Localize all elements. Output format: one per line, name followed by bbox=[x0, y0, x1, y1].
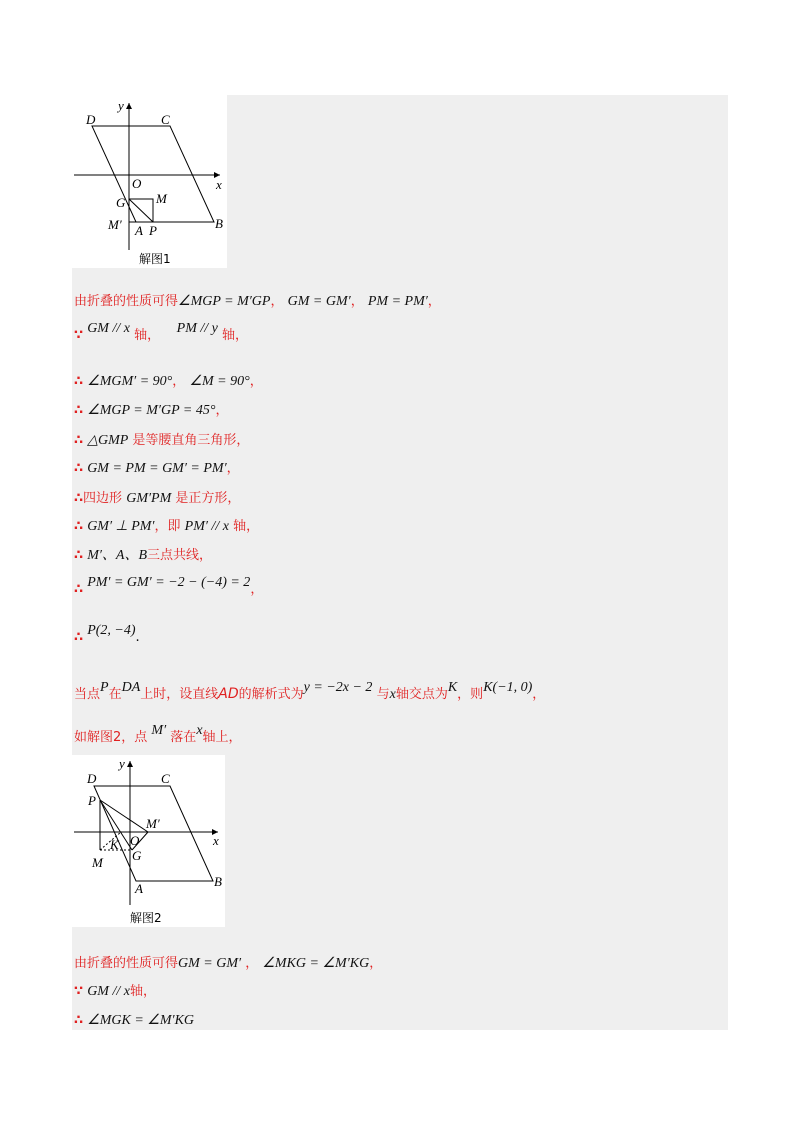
math: x bbox=[196, 723, 203, 738]
therefore-symbol: ∴ bbox=[74, 491, 84, 506]
therefore-symbol: ∴ bbox=[74, 403, 84, 418]
text: 轴， bbox=[129, 984, 156, 999]
label-a: A bbox=[135, 881, 143, 896]
line-11 bbox=[74, 623, 140, 648]
text: ， bbox=[226, 461, 240, 476]
therefore-symbol: ∴ bbox=[74, 548, 84, 563]
line-1 bbox=[74, 292, 441, 312]
label-m-prime: M′ bbox=[146, 816, 160, 831]
line-13 bbox=[74, 723, 242, 748]
math: ∠MKG = ∠M′KG bbox=[262, 956, 370, 971]
line-7 bbox=[74, 489, 240, 509]
label-m-prime: M′ bbox=[108, 217, 122, 232]
text: ， bbox=[215, 403, 229, 418]
text: 当点 bbox=[74, 687, 101, 702]
math: K(−1, 0) bbox=[483, 680, 533, 695]
text: ，则 bbox=[457, 687, 484, 702]
text: ， bbox=[172, 374, 186, 389]
therefore-symbol: ∴ bbox=[74, 374, 84, 389]
math: GM′ ⊥ PM′ bbox=[87, 519, 155, 534]
label-d: D bbox=[86, 112, 96, 127]
math: PM // y bbox=[176, 321, 218, 336]
math: △GMP bbox=[87, 433, 129, 448]
therefore-symbol: ∴ bbox=[74, 461, 84, 476]
text: . bbox=[135, 630, 140, 645]
figure-1-caption: 解图1 bbox=[139, 252, 171, 266]
text: ， bbox=[369, 956, 383, 971]
figure-1-diagram bbox=[72, 95, 227, 268]
figure-2-caption: 解图2 bbox=[130, 911, 162, 925]
math: x bbox=[389, 687, 396, 702]
therefore-symbol: ∴ bbox=[74, 630, 84, 645]
therefore-symbol: ∴ bbox=[74, 582, 84, 597]
math: PM = PM′ bbox=[367, 294, 428, 309]
math: GM = GM′ bbox=[178, 956, 242, 971]
because-symbol: ∵ bbox=[74, 328, 84, 343]
line-5 bbox=[74, 431, 249, 451]
label-x: x bbox=[213, 833, 219, 848]
label-k: K bbox=[110, 837, 119, 852]
label-m: M bbox=[156, 191, 167, 206]
text: AD bbox=[218, 686, 239, 702]
math: GM = PM = GM′ = PM′ bbox=[87, 461, 227, 476]
line-16 bbox=[74, 1011, 194, 1031]
label-c: C bbox=[161, 771, 170, 786]
text: ， bbox=[532, 687, 546, 702]
math: GM′PM bbox=[126, 491, 172, 506]
line-12 bbox=[74, 680, 546, 705]
math: M′ bbox=[151, 723, 167, 738]
label-p: P bbox=[149, 223, 157, 238]
figure-1 bbox=[72, 95, 227, 268]
line-14 bbox=[74, 954, 382, 974]
text: 是等腰直角三角形， bbox=[132, 433, 250, 448]
math: DA bbox=[121, 680, 141, 695]
math: ∠MGM′ = 90° bbox=[87, 374, 173, 389]
label-m: M bbox=[92, 855, 103, 870]
math: P(2, −4) bbox=[87, 623, 136, 638]
parallelogram-abcd bbox=[94, 786, 213, 881]
text: ， bbox=[245, 956, 259, 971]
math: P bbox=[100, 680, 109, 695]
text: 如解图2，点 bbox=[74, 730, 148, 745]
math: GM // x bbox=[87, 321, 130, 336]
math: GM = GM′ bbox=[287, 294, 351, 309]
text: 的解析式为 bbox=[238, 687, 304, 702]
label-y: y bbox=[118, 98, 124, 113]
segment-gp bbox=[129, 199, 153, 222]
line-4 bbox=[74, 401, 228, 421]
arrow-y bbox=[127, 761, 133, 767]
text: ， bbox=[270, 294, 284, 309]
label-y: y bbox=[119, 756, 125, 771]
line-3 bbox=[74, 372, 263, 392]
label-o: O bbox=[132, 176, 142, 191]
line-6 bbox=[74, 459, 240, 479]
text: ，即 bbox=[154, 519, 181, 534]
line-10 bbox=[74, 575, 264, 600]
math: ∠M = 90° bbox=[189, 374, 250, 389]
label-c: C bbox=[161, 112, 170, 127]
text: 轴， bbox=[222, 328, 249, 343]
label-g: G bbox=[132, 848, 142, 863]
text: 在 bbox=[108, 687, 122, 702]
text: ， bbox=[249, 374, 263, 389]
label-a: A bbox=[135, 223, 143, 238]
therefore-symbol: ∴ bbox=[74, 433, 84, 448]
line-15 bbox=[74, 982, 156, 1002]
therefore-symbol: ∴ bbox=[74, 1013, 84, 1028]
text: 是正方形， bbox=[175, 491, 241, 506]
label-b: B bbox=[214, 874, 222, 889]
text: 轴， bbox=[233, 519, 260, 534]
text: ， bbox=[427, 294, 441, 309]
math: PM′ // x bbox=[184, 519, 229, 534]
figure-2-diagram bbox=[72, 755, 225, 927]
text: 上时，设直线 bbox=[140, 687, 219, 702]
math: K bbox=[447, 680, 458, 695]
because-symbol: ∵ bbox=[74, 984, 84, 999]
line-8 bbox=[74, 517, 259, 537]
text: 轴， bbox=[134, 328, 161, 343]
text: 由折叠的性质可得 bbox=[74, 294, 179, 309]
figure-2 bbox=[72, 755, 225, 927]
text: 轴交点为 bbox=[395, 687, 448, 702]
math: y = −2x − 2 bbox=[303, 680, 373, 695]
label-o: O bbox=[130, 833, 140, 848]
therefore-symbol: ∴ bbox=[74, 519, 84, 534]
math: ∠MGP = M′GP bbox=[178, 294, 271, 309]
text: ， bbox=[350, 294, 364, 309]
math: ∠MGK = ∠M′KG bbox=[87, 1013, 195, 1028]
math: GM // x bbox=[87, 984, 130, 999]
arrow-y bbox=[126, 103, 132, 109]
line-9 bbox=[74, 546, 212, 566]
math: PM′ = GM′ = −2 − (−4) = 2 bbox=[87, 575, 251, 590]
label-g: G bbox=[116, 195, 126, 210]
text: 由折叠的性质可得 bbox=[74, 956, 179, 971]
label-b: B bbox=[215, 216, 223, 231]
math: ∠MGP = M′GP = 45° bbox=[87, 403, 216, 418]
math: M′、A、B bbox=[87, 548, 148, 563]
label-x: x bbox=[216, 177, 222, 192]
label-p: P bbox=[88, 793, 96, 808]
label-d: D bbox=[87, 771, 97, 786]
line-2 bbox=[74, 321, 249, 346]
text: ， bbox=[250, 582, 264, 597]
text: 落在 bbox=[170, 730, 197, 745]
text: 与 bbox=[376, 687, 390, 702]
text: 轴上， bbox=[202, 730, 242, 745]
text: 四边形 bbox=[83, 491, 123, 506]
text: 三点共线， bbox=[147, 548, 213, 563]
